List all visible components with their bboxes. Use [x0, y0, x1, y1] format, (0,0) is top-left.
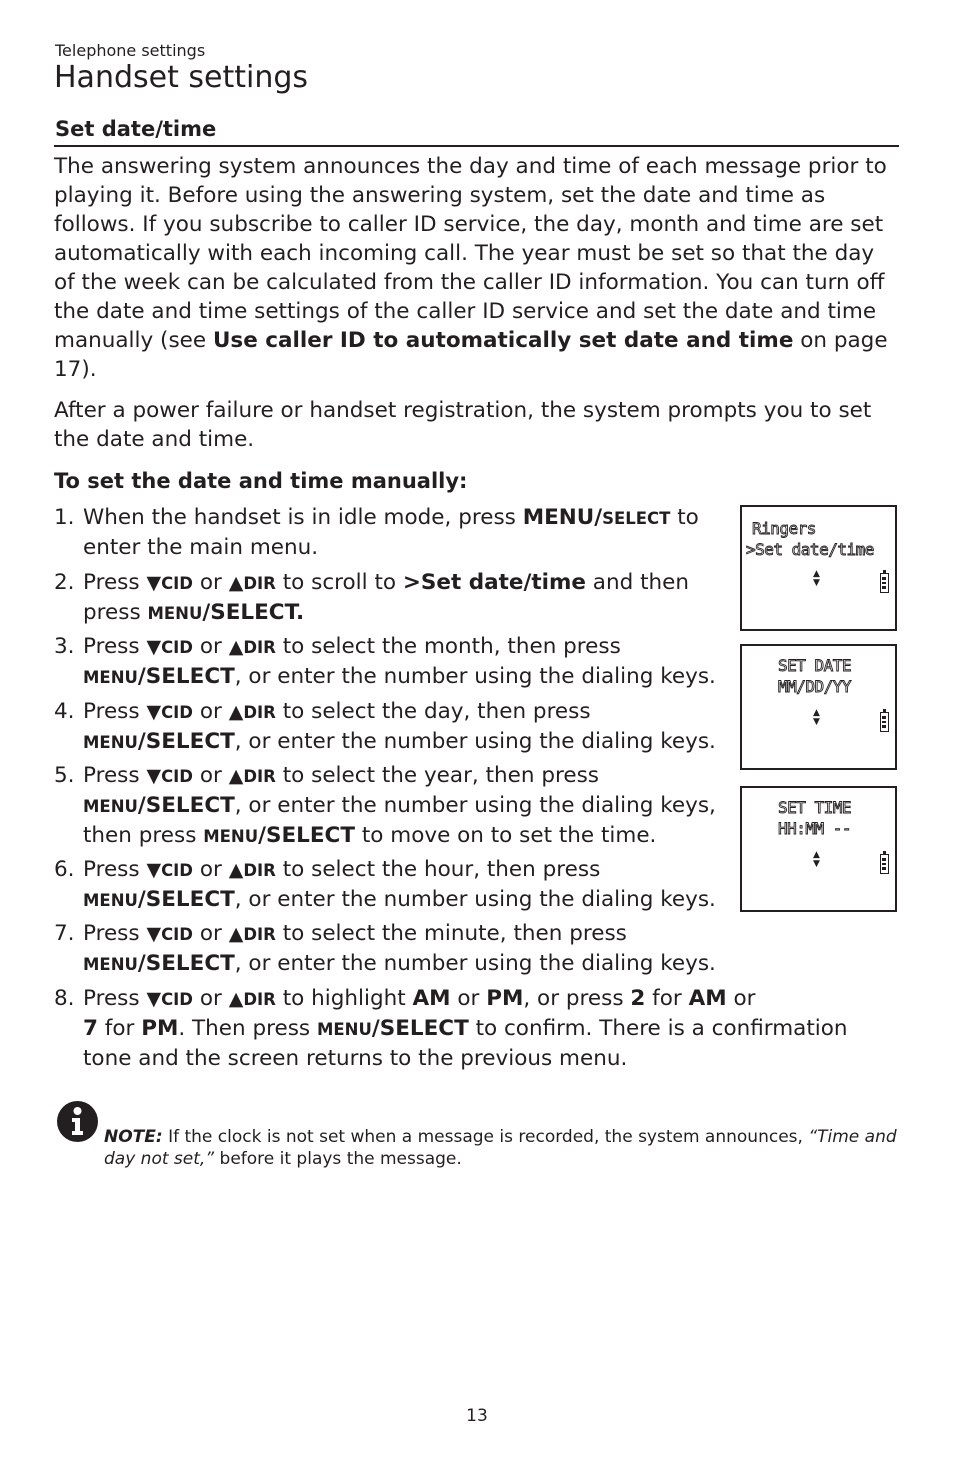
down-arrow-icon: ▼	[146, 765, 162, 787]
lcd-screen-set-date	[740, 644, 897, 770]
lcd-screen-set-time	[740, 786, 897, 912]
up-arrow-icon: ▲	[228, 859, 244, 881]
section-divider	[54, 145, 899, 147]
scroll-arrows-icon: ▲ ▼	[813, 569, 820, 588]
procedure-heading: To set the date and time manually:	[54, 469, 468, 493]
page-number: 13	[466, 1406, 488, 1426]
breadcrumb: Telephone settings	[55, 41, 206, 60]
up-arrow-icon: ▲	[228, 636, 244, 658]
lcd-line: SET DATE	[778, 656, 852, 675]
lcd-line: >Set date/time	[746, 540, 874, 559]
up-arrow-icon: ▲	[228, 701, 244, 723]
up-arrow-icon: ▲	[228, 572, 244, 594]
down-arrow-icon: ▼	[146, 923, 162, 945]
lcd-line: MM/DD/YY	[778, 677, 852, 696]
up-arrow-icon: ▲	[228, 923, 244, 945]
note-text: NOTE: If the clock is not set when a message is recorded, the system announces, “Time and day not set,” before it plays the message.	[104, 1127, 897, 1169]
info-icon	[56, 1100, 99, 1143]
lcd-line: HH:MM --	[778, 819, 852, 838]
page-title: Handset settings	[54, 60, 309, 95]
scroll-arrows-icon: ▲ ▼	[813, 850, 820, 869]
battery-icon	[880, 854, 889, 874]
power-failure-paragraph: After a power failure or handset registration, the system prompts you to set the date and time.	[54, 398, 872, 452]
up-arrow-icon: ▲	[228, 765, 244, 787]
lcd-line: SET TIME	[778, 798, 852, 817]
down-arrow-icon: ▼	[146, 701, 162, 723]
lcd-line: Ringers	[752, 519, 816, 538]
down-arrow-icon: ▼	[146, 572, 162, 594]
down-arrow-icon: ▼	[146, 988, 162, 1010]
cross-reference-link: Use caller ID to automatically set date and time	[212, 328, 794, 353]
battery-icon	[880, 573, 889, 593]
intro-paragraph: The answering system announces the day and time of each message prior to playing it. Before using the answering system, set the date and time as follows. If you subscribe to caller ID service, the day, month and time are set automatically with each incoming call. The year must be set so that the day of the week can be calculated from the caller ID information. You can turn off the date and time settings of the caller ID service and set the date and time manually (see Use caller ID to automatically set date and time on page 17).	[54, 154, 888, 382]
section-title: Set date/time	[55, 117, 217, 141]
lcd-screen-ringers-menu	[740, 505, 897, 631]
down-arrow-icon: ▼	[146, 859, 162, 881]
up-arrow-icon: ▲	[228, 988, 244, 1010]
battery-icon	[880, 712, 889, 732]
down-arrow-icon: ▼	[146, 636, 162, 658]
scroll-arrows-icon: ▲ ▼	[813, 708, 820, 727]
